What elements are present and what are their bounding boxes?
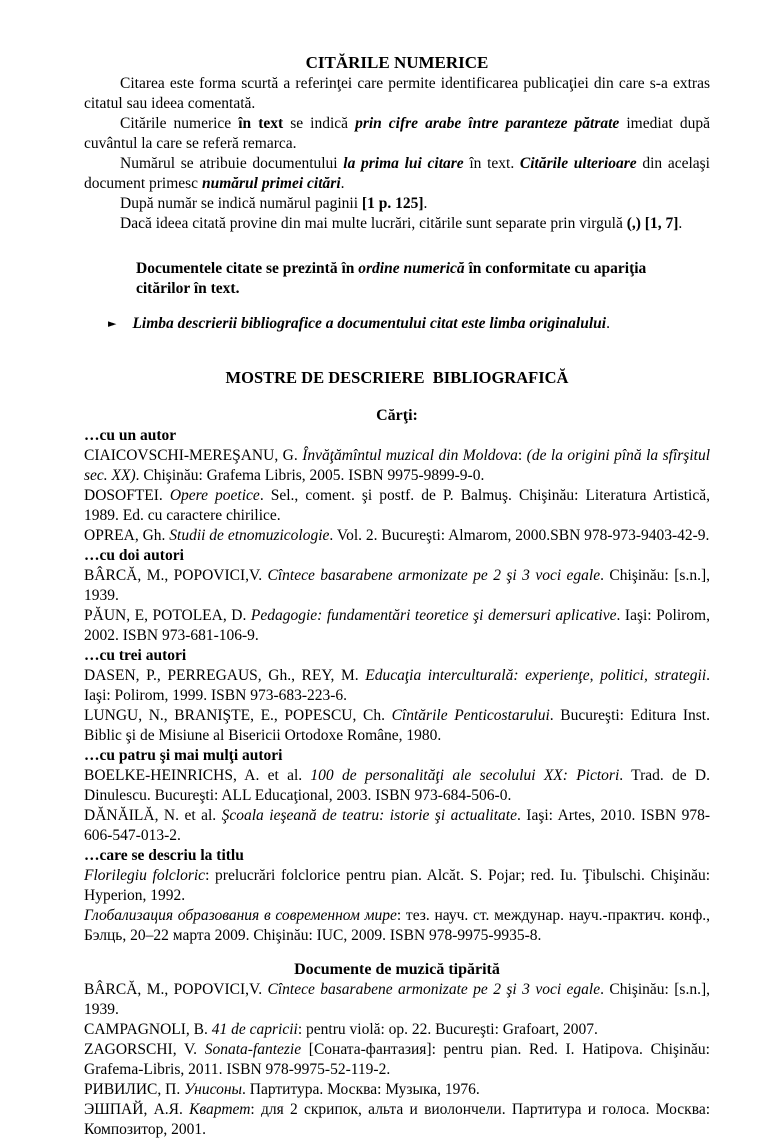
- paragraph: [84, 74, 710, 114]
- paragraph: [84, 214, 710, 234]
- bullet-note-text: [132, 314, 710, 334]
- text-run: . Chişinău: [s.n.], 1939.: [84, 981, 710, 1018]
- text-run: . Chişinău: [s.n.], 1939.: [84, 567, 710, 604]
- text-run: în text.: [463, 155, 520, 172]
- text-run: din acelaşi document primesc: [84, 155, 710, 192]
- text-run: . Iaşi: Polirom, 1999. ISBN 973-683-223-6.: [84, 667, 710, 704]
- text-run: Studii de etnomuzicologie: [169, 527, 330, 544]
- bibliography-entry: [84, 1100, 710, 1140]
- text-run: se indică: [283, 115, 356, 132]
- text-run: Cîntările Penticostarului: [391, 707, 550, 724]
- bibliography-entry: [84, 666, 710, 706]
- text-run: . Vol. 2. Bucureşti: Almarom, 2000.SBN 978-973-9403-42-9.: [329, 527, 710, 544]
- text-run: BOELKE-HEINRICHS, A. et al.: [84, 767, 311, 784]
- text-run: 100 de personalităţi ale secolului XX: Pictori: [310, 767, 620, 784]
- bibliography-entry: [84, 806, 710, 846]
- group-heading: …cu doi autori: [84, 547, 184, 564]
- text-run: Şcoala ieşeană de teatru: istorie şi actualitate: [221, 807, 517, 824]
- text-run: DASEN, P., PERREGAUS, Gh., REY, M.: [84, 667, 366, 684]
- text-run: . Trad. de D. Dinulescu. Bucureşti: ALL Educaţional, 2003. ISBN 973-684-506-0.: [84, 767, 710, 804]
- text-run: ЭШПАЙ, А.Я.: [84, 1101, 190, 1118]
- text-run: .: [423, 195, 428, 212]
- text-run: : для 2 скрипок, альта и виолончели. Партитура и голоса. Москва: Композитор, 2001.: [84, 1101, 711, 1138]
- bibliography-entry: [84, 706, 710, 746]
- bibliography-entry: [84, 906, 710, 946]
- text-run: .: [678, 215, 683, 232]
- text-run: Opere poetice: [169, 487, 260, 504]
- text-run: . Chişinău: Grafema Libris, 2005. ISBN 9975-9899-9-0.: [135, 467, 485, 484]
- text-run: . Партитура. Москва: Музыка, 1976.: [242, 1081, 480, 1098]
- bibliography-entry: [84, 566, 710, 606]
- text-run: Citarea este forma scurtă a referinţei care permite identificarea publicaţiei din care s-a extras citatul sau ideea comentată.: [84, 75, 710, 112]
- text-run: (de la origini pînă la sfîrşitul sec. XX): [84, 447, 710, 484]
- page-title: CITĂRILE NUMERICE: [305, 53, 489, 72]
- text-run: Citările ulterioare: [519, 155, 637, 172]
- music-entries: [84, 980, 710, 1140]
- text-run: Documentele citate se prezintă în: [136, 260, 359, 277]
- text-run: : pentru violă: op. 22. Bucureşti: Grafoart, 2007.: [297, 1021, 598, 1038]
- text-run: Унисоны: [184, 1081, 243, 1098]
- bibliography-entry: [84, 1080, 710, 1100]
- bibliography-entry: [84, 526, 710, 546]
- group-heading: …care se descriu la titlu: [84, 847, 244, 864]
- text-run: Citările numerice: [120, 115, 239, 132]
- text-run: . Iaşi: Polirom, 2002. ISBN 973-681-106-9.: [84, 607, 710, 644]
- text-run: .: [606, 315, 610, 332]
- text-run: : prelucrări folclorice pentru pian. Alcăt. S. Pojar; red. Iu. Ţibulschi. Chişinău: Hyperion, 1992.: [84, 867, 711, 904]
- text-run: PĂUN, E, POTOLEA, D.: [84, 607, 251, 624]
- bibliography-entry: [84, 486, 710, 526]
- bibliography-entry: [84, 1020, 710, 1040]
- bibliography-entry: [84, 866, 710, 906]
- music-section-title: Documente de muzică tipărită: [294, 961, 500, 978]
- text-run: DOSOFTEI.: [84, 487, 170, 504]
- text-run: la prima lui citare: [343, 155, 464, 172]
- text-run: Cîntece basarabene armonizate pe 2 şi 3 voci egale: [267, 567, 601, 584]
- text-run: :: [517, 447, 527, 464]
- text-run: LUNGU, N., BRANIŞTE, E., POPESCU, Ch.: [84, 707, 392, 724]
- paragraph: [84, 114, 710, 154]
- bibliography-entry: [84, 446, 710, 486]
- bibliography-entry: [84, 606, 710, 646]
- arrow-bullet-icon: ►: [108, 317, 117, 330]
- paragraph: [84, 194, 710, 214]
- text-run: OPREA, Gh.: [84, 527, 170, 544]
- text-run: Cîntece basarabene armonizate pe 2 şi 3 voci egale: [267, 981, 601, 998]
- bullet-note: [108, 314, 710, 334]
- text-run: BÂRCĂ, M., POPOVICI,V.: [84, 981, 268, 998]
- paragraph: [84, 154, 710, 194]
- group-heading: …cu un autor: [84, 427, 177, 444]
- text-run: Квартет: [189, 1101, 251, 1118]
- bibliography-entry: [84, 1040, 710, 1080]
- text-run: Dacă ideea citată provine din mai multe lucrări, citările sunt separate prin virgulă: [120, 215, 627, 232]
- books-subtitle: Cărţi:: [376, 407, 418, 424]
- group-heading: …cu trei autori: [84, 647, 187, 664]
- text-run: Florilegiu folcloric: [84, 867, 206, 884]
- text-run: CAMPAGNOLI, B.: [84, 1021, 212, 1038]
- book-groups: [84, 426, 710, 946]
- text-run: BÂRCĂ, M., POPOVICI,V.: [84, 567, 268, 584]
- text-run: Sonata-fantezie: [204, 1041, 302, 1058]
- text-run: РИВИЛИС, П.: [84, 1081, 185, 1098]
- text-run: [1 p. 125]: [361, 195, 424, 212]
- text-run: : тез. науч. ст. междунар. науч.-практич. конф., Бэлць, 20–22 марта 2009. Chişinău: IUC, 2009. ISBN 978-9975-9935-8.: [84, 907, 710, 944]
- intro-section: [84, 74, 710, 234]
- bibliography-entry: [84, 766, 710, 806]
- text-run: (,) [1, 7]: [626, 215, 679, 232]
- text-run: Pedagogie: fundamentări teoretice şi demersuri aplicative: [250, 607, 617, 624]
- text-run: în text: [238, 115, 284, 132]
- text-run: Limba descrierii bibliografice a documentului citat este limba originalului: [132, 315, 607, 332]
- note-block: [136, 259, 692, 299]
- text-run: După număr se indică numărul paginii: [120, 195, 362, 212]
- text-run: imediat după cuvântul la care se referă remarca.: [84, 115, 710, 152]
- section-title: MOSTRE DE DESCRIERE BIBLIOGRAFICĂ: [225, 368, 569, 387]
- text-run: DĂNĂILĂ, N. et al.: [84, 807, 222, 824]
- text-run: în conformitate cu apariţia citărilor în text.: [136, 260, 647, 297]
- text-run: Învăţămîntul muzical din Moldova: [302, 447, 518, 464]
- group-heading: …cu patru şi mai mulţi autori: [84, 747, 283, 764]
- text-run: Educaţia interculturală: experienţe, politici, strategii: [365, 667, 707, 684]
- text-run: 41 de capricii: [211, 1021, 298, 1038]
- text-run: numărul primei citări: [201, 175, 341, 192]
- text-run: .: [340, 175, 345, 192]
- text-run: prin cifre arabe între paranteze pătrate: [355, 115, 620, 132]
- text-run: CIAICOVSCHI-MEREŞANU, G.: [84, 447, 303, 464]
- text-run: ordine numerică: [358, 260, 465, 277]
- text-run: . Iaşi: Artes, 2010. ISBN 978-606-547-013-2.: [84, 807, 711, 844]
- text-run: Numărul se atribuie documentului: [120, 155, 344, 172]
- text-run: Глобализация образования в современном мире: [84, 907, 397, 924]
- bibliography-entry: [84, 980, 710, 1020]
- text-run: . Sel., coment. şi postf. de P. Balmuş. Chişinău: Literatura Artistică, 1989. Ed. cu caractere chirilice.: [84, 487, 710, 524]
- text-run: [Соната-фантазия]: pentru pian. Red. I. Hatipova. Chişinău: Grafema-Libris, 2011. ISBN 978-9975-52-119-2.: [84, 1041, 710, 1078]
- text-run: . Bucureşti: Editura Inst. Biblic şi de Misiune al Bisericii Ortodoxe Române, 1980.: [84, 707, 710, 744]
- text-run: ZAGORSCHI, V.: [84, 1041, 205, 1058]
